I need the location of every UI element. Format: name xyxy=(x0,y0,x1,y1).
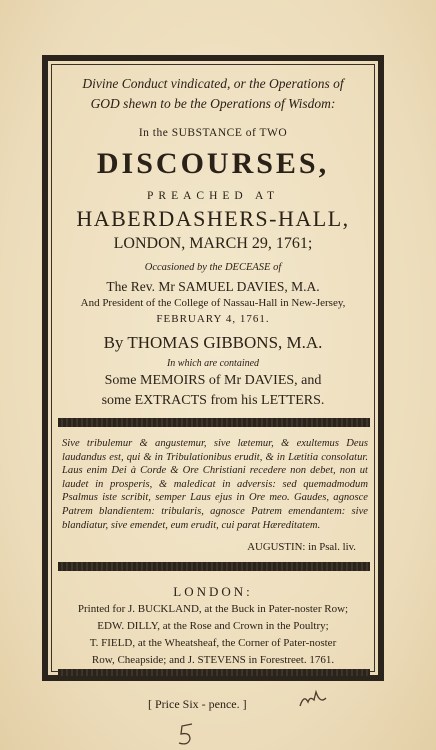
ornamental-rule-top xyxy=(58,418,370,427)
handwritten-mark-icon xyxy=(296,688,336,712)
handwritten-numeral-icon xyxy=(176,722,198,748)
samuel-davies-line: The Rev. Mr SAMUEL DAVIES, M.A. xyxy=(106,279,320,294)
author-line: By THOMAS GIBBONS, M.A. xyxy=(103,333,323,352)
preached-at: PREACHED AT xyxy=(147,190,279,202)
price-label: [ Price Six - pence. ] xyxy=(148,697,247,711)
haberdashers-hall: HABERDASHERS-HALL, xyxy=(76,206,350,231)
title-line-3: In the SUBSTANCE of TWO xyxy=(138,127,288,139)
title-line-1: Divine Conduct vindicated, or the Operations of xyxy=(82,76,344,91)
imprint-place: LONDON: xyxy=(173,584,253,599)
february-date: FEBRUARY 4, 1761. xyxy=(156,313,270,325)
contained-line: In which are contained xyxy=(166,358,260,369)
discourses-heading: DISCOURSES, xyxy=(96,147,330,180)
imprint-line-3: T. FIELD, at the Wheatsheaf, the Corner of Pater-noster xyxy=(89,637,337,649)
latin-quote: Sive tribulemur & angustemur, sive lætemur, & exultemus Deus laudandus est, qui & in Tribulationibus erudit, & in Lætitia consolatur. Laus enim Dei à Corde & Ore Christiani recedere non debet, non ut laudet in prosperis, & maledicat in adversis: sed quemadmodum Psalmus iste scribit, semper Laus ejus in Ore meo. Gaudes, agnosce Patrem blandientem: tribularis, agnosce Patrem emendantem: sive blandiatur, sive emendet, eum erudit, cui parat Hæreditatem. xyxy=(62,438,368,531)
ornamental-rule-bottom xyxy=(58,669,370,676)
extracts-line: some EXTRACTS from his LETTERS. xyxy=(101,393,325,408)
london-date: LONDON, MARCH 29, 1761; xyxy=(113,235,313,252)
imprint-line-4: Row, Cheapside; and J. STEVENS in Forestreet. 1761. xyxy=(91,654,335,666)
occasioned-line: Occasioned by the DECEASE of xyxy=(144,262,282,273)
title-line-2: GOD shewn to be the Operations of Wisdom: xyxy=(90,96,336,111)
imprint-line-1: Printed for J. BUCKLAND, at the Buck in Pater-noster Row; xyxy=(77,603,349,615)
quote-attribution: AUGUSTIN: in Psal. liv. xyxy=(247,541,356,553)
ornamental-rule-middle xyxy=(58,562,370,571)
president-line: And President of the College of Nassau-Hall in New-Jersey, xyxy=(80,297,346,309)
memoirs-line: Some MEMOIRS of Mr DAVIES, and xyxy=(104,373,322,388)
imprint-line-2: EDW. DILLY, at the Rose and Crown in the Poultry; xyxy=(97,620,329,632)
